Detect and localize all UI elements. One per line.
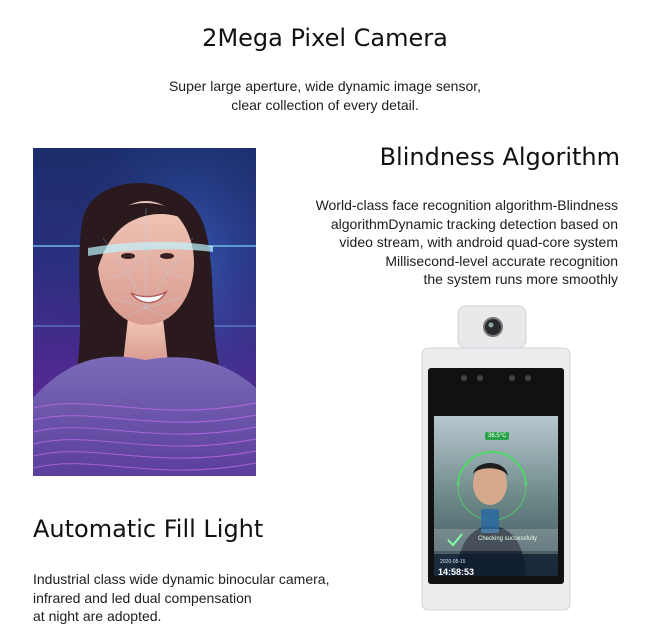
face-recognition-photo — [33, 148, 256, 476]
camera-section-description — [0, 77, 650, 114]
fill-light-section-description — [33, 570, 393, 626]
screen-date: 2020-05-15 — [440, 559, 466, 565]
algorithm-desc-line: World-class face recognition algorithm-Blindness — [315, 197, 618, 213]
algorithm-desc-line: Millisecond-level accurate recognition — [385, 252, 618, 269]
algorithm-desc-line: video stream, with android quad-core system — [339, 234, 618, 250]
fill-light-desc-line: at night are adopted. — [33, 608, 162, 624]
camera-lens-icon — [484, 318, 502, 336]
camera-section-title: 2Mega Pixel Camera — [202, 24, 448, 52]
algorithm-section-title: Blindness Algorithm — [379, 143, 620, 171]
face-recognition-terminal — [418, 304, 574, 614]
algorithm-desc-line: algorithmDynamic tracking detection based on — [330, 215, 618, 232]
camera-desc-line: clear collection of every detail. — [231, 96, 419, 113]
face-scan-graphic — [33, 148, 256, 476]
temperature-badge: 36.5°C — [485, 432, 509, 440]
fill-light-section-title: Automatic Fill Light — [33, 515, 264, 543]
check-status-text: Checking successfully — [478, 536, 538, 542]
screen-time: 14:58:53 — [438, 567, 475, 577]
camera-desc-line: Super large aperture, wide dynamic image sensor, — [168, 78, 482, 94]
algorithm-desc-line: the system runs more smoothly — [423, 271, 618, 287]
fill-light-desc-line: Industrial class wide dynamic binocular camera, — [33, 571, 330, 587]
fill-light-desc-line: infrared and led dual compensation — [33, 589, 252, 606]
algorithm-section-description — [258, 196, 618, 289]
